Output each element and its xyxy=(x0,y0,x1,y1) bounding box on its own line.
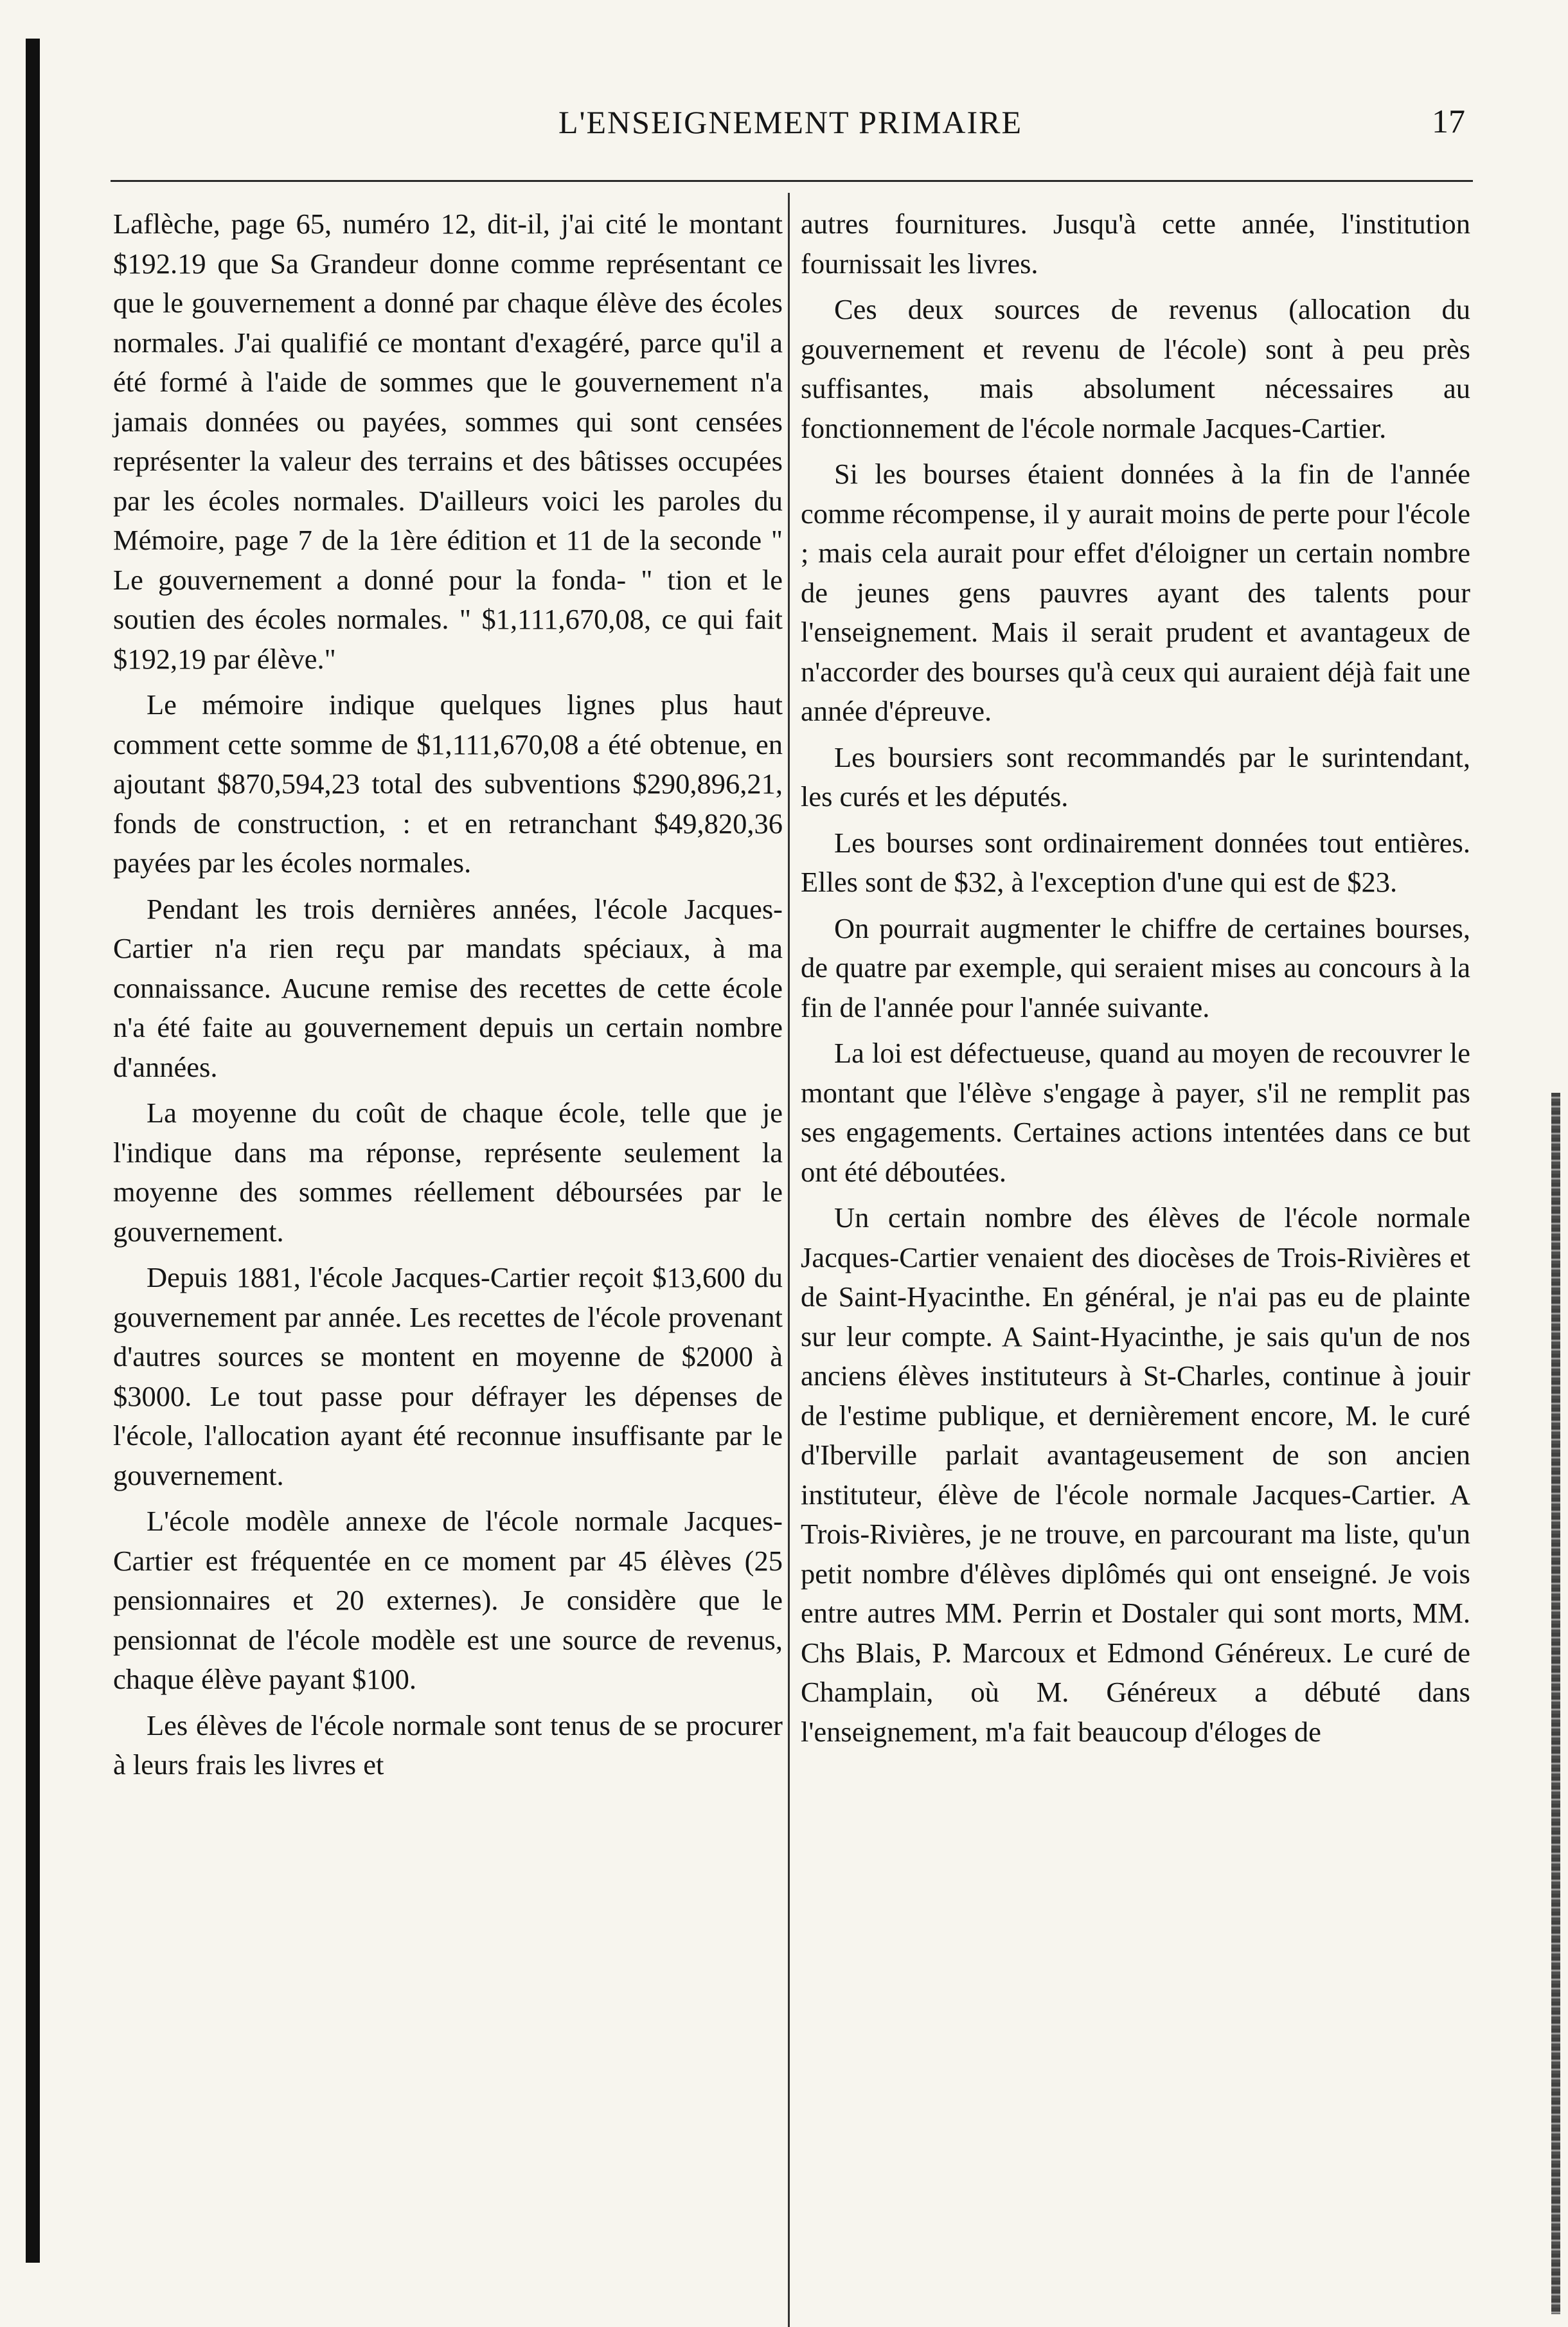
right-paragraph: Ces deux sources de revenus (allocation du gouvernement et revenu de l'école) sont à peu près suffisantes, mais absolument nécessaires au fonctionnement de l'école normale Jacques-Cartier. xyxy=(801,293,1470,444)
left-paragraph: Laflèche, page 65, numéro 12, dit-il, j'ai cité le montant $192.19 que Sa Grandeur donne comme représentant ce que le gouvernement a donné par chaque élève des écoles normales. J'ai qualifié ce montant d'exagéré, parce qu'il a été formé à l'aide de sommes que le gouvernement n'a jamais données ou payées, sommes qui sont censées représenter la valeur des terrains et des bâtisses occupées par les écoles normales. D'ailleurs voici les paroles du Mémoire, page 7 de la 1ère édition et 11 de la seconde " Le gouvernement a donné pour la fonda- " tion et le soutien des écoles normales. " $1,111,670,08, ce qui fait $192,19 par élève." xyxy=(113,208,783,675)
header-rule xyxy=(111,180,1473,182)
right-paragraph: La loi est défectueuse, quand au moyen de recouvrer le montant que l'élève s'engage à payer, s'il ne remplit pas ses engagements. Certaines actions intentées dans ce but ont été déboutées. xyxy=(801,1037,1470,1188)
right-paragraph: Un certain nombre des élèves de l'école normale Jacques-Cartier venaient des diocèses de Trois-Rivières et de Saint-Hyacinthe. En général, je n'ai pas eu de plainte sur leur compte. A Saint-Hyacinthe, je sais qu'un de nos anciens élèves instituteurs à St-Charles, continue à jouir de l'estime publique, et dernièrement encore, M. le curé d'Iberville parlait avantageusement de son ancien instituteur, élève de l'école normale Jacques-Cartier. A Trois-Rivières, je ne trouve, en parcourant ma liste, qu'un petit nombre d'élèves diplômés qui ont enseigné. Je vois entre autres MM. Perrin et Dostaler qui sont morts, MM. Chs Blais, P. Marcoux et Edmond Généreux. Le curé de Champlain, où M. Généreux a débuté dans l'enseignement, m'a fait beaucoup d'éloges de xyxy=(801,1201,1470,1748)
running-head xyxy=(0,96,1568,148)
running-title: L'ENSEIGNEMENT PRIMAIRE xyxy=(558,104,1023,140)
left-paragraph: Pendant les trois dernières années, l'école Jacques-Cartier n'a rien reçu par mandats spéciaux, à ma connaissance. Aucune remise des recettes de cette école n'a été faite au gouvernement depuis un certain nombre d'années. xyxy=(113,892,783,1083)
right-paragraph: Si les bourses étaient données à la fin de l'année comme récompense, il y aurait moins de perte pour l'école ; mais cela aurait pour effet d'éloigner un certain nombre de jeunes gens pauvres ayant des talents pour l'enseignement. Mais il serait prudent et avantageux de n'accorder des bourses qu'à ceux qui auraient déjà fait une année d'épreuve. xyxy=(801,458,1470,727)
right-column xyxy=(801,204,1470,1752)
column-rule xyxy=(788,193,790,2327)
right-paragraph: Les boursiers sont recommandés par le surintendant, les curés et les députés. xyxy=(801,741,1470,813)
left-paragraph: Depuis 1881, l'école Jacques-Cartier reçoit $13,600 du gouvernement par année. Les recettes de l'école provenant d'autres sources se montent en moyenne de $2000 à $3000. Le tout passe pour défrayer les dépenses de l'école, l'allocation ayant été reconnue insuffisante par le gouvernement. xyxy=(113,1261,783,1491)
left-column xyxy=(113,204,783,1785)
left-paragraph: Le mémoire indique quelques lignes plus haut comment cette somme de $1,111,670,08 a été obtenue, en ajoutant $870,594,23 total des subventions $290,896,21, fonds de construction, : et en retranchant $49,820,36 payées par les écoles normales. xyxy=(113,688,783,879)
page-edge-noise xyxy=(1551,1093,1560,2314)
right-paragraph: Les bourses sont ordinairement données tout entières. Elles sont de $32, à l'exception d'une qui est de $23. xyxy=(801,826,1470,898)
right-paragraph: autres fournitures. Jusqu'à cette année, l'institution fournissait les livres. xyxy=(801,208,1470,280)
right-paragraph: On pourrait augmenter le chiffre de certaines bourses, de quatre par exemple, qui seraient mises au concours à la fin de l'année pour l'année suivante. xyxy=(801,912,1470,1023)
binding-shadow xyxy=(26,39,40,2263)
left-paragraph: L'école modèle annexe de l'école normale Jacques-Cartier est fréquentée en ce moment par 45 élèves (25 pensionnaires et 20 externes). Je considère que le pensionnat de l'école modèle est une source de revenus, chaque élève payant $100. xyxy=(113,1505,783,1695)
left-paragraph: La moyenne du coût de chaque école, telle que je l'indique dans ma réponse, représente seulement la moyenne des sommes réellement déboursées par le gouvernement. xyxy=(113,1097,783,1248)
left-paragraph: Les élèves de l'école normale sont tenus de se procurer à leurs frais les livres et xyxy=(113,1709,783,1781)
page-number: 17 xyxy=(1432,103,1465,140)
